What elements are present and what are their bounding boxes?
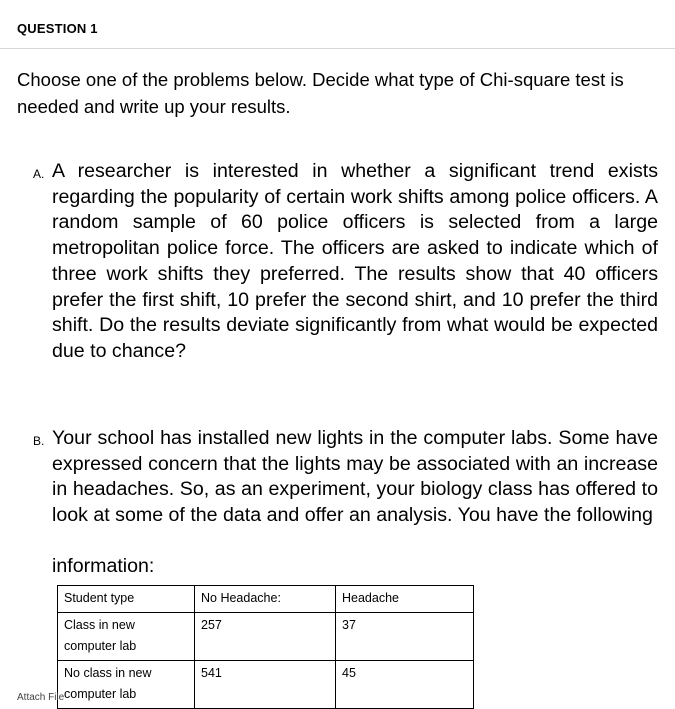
heading-divider [0,48,675,49]
table-cell: 541 [195,661,336,709]
problem-a-text: A researcher is interested in whether a significant trend exists regarding the popularity of certain work shifts among police officers. A random sample of 60 police officers is selected from a large metropolitan police force. The officers are asked to indicate which of three work shifts they preferred. The results show that 40 officers prefer the first shift, 10 prefer the second shirt, and 10 prefer the third shift. Do the results deviate significantly from what would be expected due to chance? [52,160,658,362]
table-row [58,613,474,661]
attach-file-link[interactable]: Attach File [17,692,65,703]
problem-b-text: Your school has installed new lights in the computer labs. Some have expressed concern that the lights may be associated with an increase in headaches. So, as an experiment, your biology class has offered to look at some of the data and offer an analysis. You have the following [52,427,658,527]
problem-a-marker: A. [33,167,45,181]
table-row [58,661,474,709]
table-cell: Class in new computer lab [58,613,195,661]
problem-b [33,426,658,529]
table-cell: No class in new computer lab [58,661,195,709]
problem-a [33,159,658,365]
table-header-cell: Student type [58,586,195,613]
table-cell: 257 [195,613,336,661]
problem-b-info-label: information: [52,555,155,577]
table-cell: 37 [336,613,474,661]
table-header-cell: No Headache: [195,586,336,613]
table-cell: 45 [336,661,474,709]
question-intro: Choose one of the problems below. Decide what type of Chi-square test is needed and write up your results. [17,69,624,117]
table-header-cell: Headache [336,586,474,613]
table-header-row [58,586,474,613]
data-table [57,585,474,709]
question-heading: QUESTION 1 [17,21,98,36]
problem-b-marker: B. [33,434,45,448]
